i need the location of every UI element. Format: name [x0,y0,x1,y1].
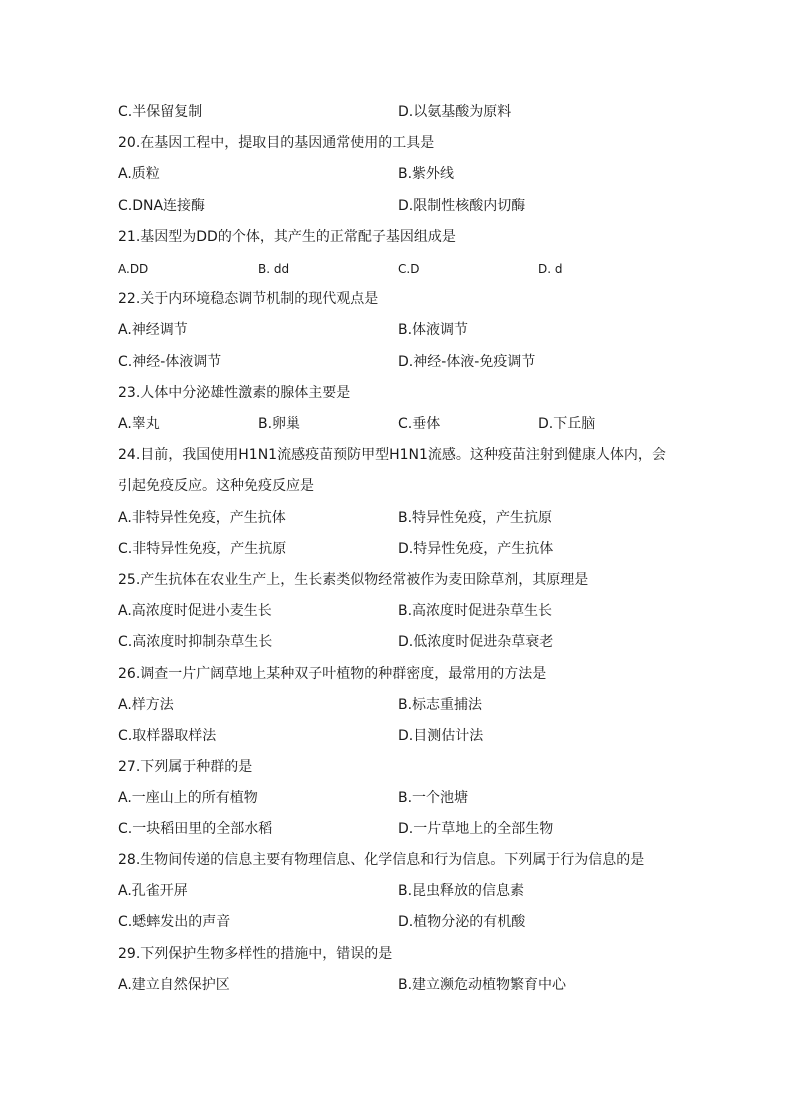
option-q27-a: A.一座山上的所有植物 [118,790,258,806]
option-q23-b: B.卵巢 [258,416,301,432]
question-20-stem: 20.在基因工程中，提取目的基因通常使用的工具是 [118,135,435,151]
option-q25-c: C.高浓度时抑制杂草生长 [118,634,273,650]
option-q22-d: D.神经-体液-免疫调节 [398,354,536,370]
option-q20-c: C.DNA连接酶 [118,198,206,214]
option-q24-d: D.特异性免疫，产生抗体 [398,541,554,557]
option-q22-a: A.神经调节 [118,322,188,338]
option-q28-a: A.孔雀开屏 [118,883,188,899]
option-q24-c: C.非特异性免疫，产生抗原 [118,541,287,557]
question-22-stem: 22.关于内环境稳态调节机制的现代观点是 [118,291,379,307]
option-q27-c: C.一块稻田里的全部水稻 [118,821,273,837]
question-28-stem: 28.生物间传递的信息主要有物理信息、化学信息和行为信息。下列属于行为信息的是 [118,852,645,868]
option-q23-c: C.垂体 [398,416,441,432]
option-q19-c: C.半保留复制 [118,104,203,120]
option-q28-b: B.昆虫释放的信息素 [398,883,525,899]
question-25-stem: 25.产生抗体在农业生产上，生长素类似物经常被作为麦田除草剂，其原理是 [118,572,589,588]
option-q26-b: B.标志重捕法 [398,697,483,713]
option-q19-d: D.以氨基酸为原料 [398,104,512,120]
option-q23-d: D.下丘脑 [538,416,596,432]
option-q27-d: D.一片草地上的全部生物 [398,821,554,837]
option-q25-a: A.高浓度时促进小麦生长 [118,603,272,619]
option-q26-c: C.取样器取样法 [118,728,217,744]
option-q21-c: C.D [398,262,420,276]
option-q22-c: C.神经-体液调节 [118,354,222,370]
option-q27-b: B.一个池塘 [398,790,469,806]
option-q26-d: D.目测估计法 [398,728,484,744]
question-24-stem: 24.目前，我国使用H1N1流感疫苗预防甲型H1N1流感。这种疫苗注射到健康人体内，会 [118,447,666,463]
option-q25-b: B.高浓度时促进杂草生长 [398,603,553,619]
option-q26-a: A.样方法 [118,697,174,713]
option-q29-a: A.建立自然保护区 [118,977,230,993]
option-q24-a: A.非特异性免疫，产生抗体 [118,510,286,526]
option-q21-a: A.DD [118,262,149,276]
option-q23-a: A.睾丸 [118,416,160,432]
question-23-stem: 23.人体中分泌雄性激素的腺体主要是 [118,385,351,401]
option-q29-b: B.建立濒危动植物繁育中心 [398,977,567,993]
option-q28-d: D.植物分泌的有机酸 [398,914,526,930]
option-q28-c: C.蟋蟀发出的声音 [118,914,231,930]
option-q20-a: A.质粒 [118,166,160,182]
option-q25-d: D.低浓度时促进杂草衰老 [398,634,554,650]
option-q21-d: D. d [538,262,563,276]
question-27-stem: 27.下列属于种群的是 [118,759,253,775]
option-q22-b: B.体液调节 [398,322,469,338]
option-q20-b: B.紫外线 [398,166,455,182]
question-26-stem: 26.调查一片广阔草地上某种双子叶植物的种群密度，最常用的方法是 [118,666,547,682]
question-29-stem: 29.下列保护生物多样性的措施中，错误的是 [118,946,393,962]
option-q21-b: B. dd [258,262,290,276]
option-q20-d: D.限制性核酸内切酶 [398,198,526,214]
question-24-stem-continued: 引起免疫反应。这种免疫反应是 [118,478,314,494]
question-21-stem: 21.基因型为DD的个体，其产生的正常配子基因组成是 [118,229,456,245]
option-q24-b: B.特异性免疫，产生抗原 [398,510,553,526]
